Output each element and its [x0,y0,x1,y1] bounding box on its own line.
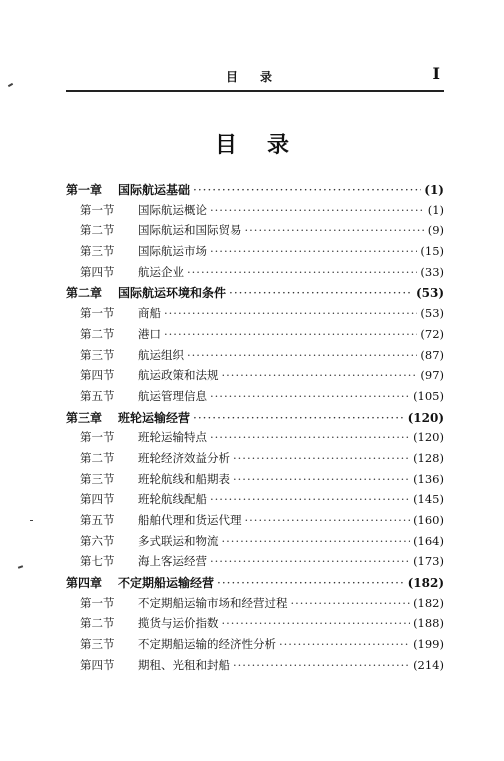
toc-entry-page: (214) [413,657,444,672]
toc-leader-dots [210,554,410,568]
toc-entry-title: 船舶代理和货运代理 [138,513,242,527]
toc-entry-title: 不定期船运输经营 [118,576,215,591]
toc-section-row [66,202,444,223]
toc-section-row [66,450,444,471]
toc-section-row [66,595,444,616]
toc-entry-number: 第七节 [80,554,115,569]
toc-entry-title: 国际航运环境和条件 [118,286,227,301]
toc-chapter-row [66,574,444,595]
toc-leader-dots [222,534,411,548]
toc-section-row [66,388,444,409]
toc-entry-page: (188) [413,616,444,631]
table-of-contents [66,181,444,678]
toc-entry-number: 第二节 [80,450,115,465]
toc-entry-page: (182) [407,576,444,591]
scan-mark [8,83,13,87]
toc-entry-number: 第六节 [80,533,115,548]
toc-entry-number: 第一章 [66,183,103,197]
toc-entry-title: 不定期船运输的经济性分析 [138,637,276,652]
toc-entry-page: (15) [420,244,444,259]
toc-entry-title: 商船 [138,306,161,321]
toc-leader-dots [245,513,411,527]
toc-entry-page: (1) [427,202,444,217]
toc-section-row [66,305,444,326]
toc-entry-page: (182) [413,595,444,610]
toc-entry-number: 第三节 [80,347,115,362]
toc-section-row [66,491,444,512]
toc-entry-number: 第二节 [80,223,115,238]
toc-entry-number: 第二章 [66,286,103,301]
toc-section-row [66,326,444,347]
page-title: 目录 [214,132,319,158]
toc-section-row [66,471,444,492]
toc-entry-page: (120) [407,410,444,425]
toc-entry-number: 第四节 [80,492,115,507]
toc-section-row [66,615,444,636]
toc-entry-title: 班轮运输经营 [118,410,191,425]
toc-entry-page: (53) [420,306,444,321]
toc-entry-title: 班轮航线和船期表 [138,471,230,486]
toc-entry-page: (173) [413,554,444,569]
toc-leader-dots [229,286,413,300]
toc-entry-title: 国际航运基础 [118,183,191,197]
toc-entry-number: 第四章 [66,576,103,591]
toc-entry-title: 国际航运概论 [138,202,207,217]
header-rule [66,90,444,92]
toc-entry-page: (160) [413,513,444,527]
toc-entry-number: 第三节 [80,471,115,486]
toc-entry-page: (97) [420,368,444,383]
toc-leader-dots [210,492,410,506]
toc-leader-dots [222,368,418,382]
toc-entry-page: (87) [420,347,444,362]
toc-entry-title: 班轮运输特点 [138,430,207,445]
toc-entry-title: 国际航运市场 [138,244,207,259]
toc-section-row [66,636,444,657]
toc-section-row [66,657,444,678]
toc-leader-dots [210,430,410,444]
toc-leader-dots [210,244,417,258]
toc-entry-number: 第一节 [80,202,115,217]
toc-entry-number: 第四节 [80,368,115,383]
toc-leader-dots [245,223,425,237]
toc-section-row [66,222,444,243]
toc-entry-number: 第二节 [80,616,115,631]
toc-entry-number: 第一节 [80,595,115,610]
toc-leader-dots [193,411,405,425]
toc-section-row [66,533,444,554]
toc-entry-number: 第一节 [80,306,115,321]
toc-entry-page: (128) [413,450,444,465]
scan-mark [30,520,33,521]
toc-entry-number: 第三章 [66,410,103,425]
toc-section-row [66,512,444,533]
running-header [66,64,444,88]
toc-leader-dots [222,616,411,630]
toc-entry-title: 不定期船运输市场和经营过程 [138,595,288,610]
toc-entry-title: 班轮经济效益分析 [138,450,230,465]
toc-leader-dots [210,389,410,403]
toc-leader-dots [233,472,410,486]
toc-entry-number: 第三节 [80,637,115,652]
toc-chapter-row [66,409,444,430]
toc-entry-number: 第三节 [80,244,115,259]
toc-entry-page: (53) [415,286,444,301]
toc-leader-dots [164,327,417,341]
toc-entry-number: 第一节 [80,430,115,445]
toc-entry-page: (33) [420,264,444,279]
toc-entry-title: 多式联运和物流 [138,533,219,548]
toc-entry-title: 期租、光租和封船 [138,657,230,672]
toc-entry-page: (120) [413,430,444,445]
toc-entry-page: (105) [413,388,444,403]
toc-leader-dots [233,658,410,672]
toc-entry-page: (9) [427,223,444,238]
toc-leader-dots [187,265,417,279]
toc-section-row [66,347,444,368]
toc-section-row [66,243,444,264]
toc-entry-number: 第四节 [80,264,115,279]
toc-entry-title: 航运政策和法规 [138,368,219,383]
toc-leader-dots [187,348,417,362]
toc-entry-number: 第五节 [80,513,115,527]
toc-leader-dots [291,596,411,610]
toc-entry-title: 揽货与运价指数 [138,616,219,631]
scan-mark [18,565,23,569]
header-title: 目录 [226,70,295,84]
toc-entry-page: (199) [413,637,444,652]
toc-leader-dots [193,183,421,197]
toc-chapter-row [66,181,444,202]
toc-entry-number: 第五节 [80,388,115,403]
toc-entry-page: (164) [413,533,444,548]
toc-entry-title: 航运企业 [138,264,184,279]
toc-leader-dots [279,637,410,651]
toc-section-row [66,367,444,388]
toc-entry-page: (72) [420,326,444,341]
toc-entry-title: 国际航运和国际贸易 [138,223,242,238]
toc-entry-title: 班轮航线配船 [138,492,207,507]
toc-section-row [66,429,444,450]
toc-leader-dots [217,576,405,590]
toc-entry-title: 海上客运经营 [138,554,207,569]
toc-entry-page: (1) [424,183,444,197]
toc-entry-number: 第四节 [80,657,115,672]
toc-section-row [66,553,444,574]
toc-section-row [66,264,444,285]
toc-entry-title: 航运管理信息 [138,388,207,403]
toc-entry-page: (145) [413,492,444,507]
toc-entry-title: 港口 [138,326,161,341]
toc-entry-page: (136) [413,471,444,486]
toc-leader-dots [210,203,425,217]
toc-entry-number: 第二节 [80,326,115,341]
toc-chapter-row [66,284,444,305]
toc-leader-dots [233,451,410,465]
toc-entry-title: 航运组织 [138,347,184,362]
header-page-number: I [432,64,440,83]
toc-leader-dots [164,306,417,320]
